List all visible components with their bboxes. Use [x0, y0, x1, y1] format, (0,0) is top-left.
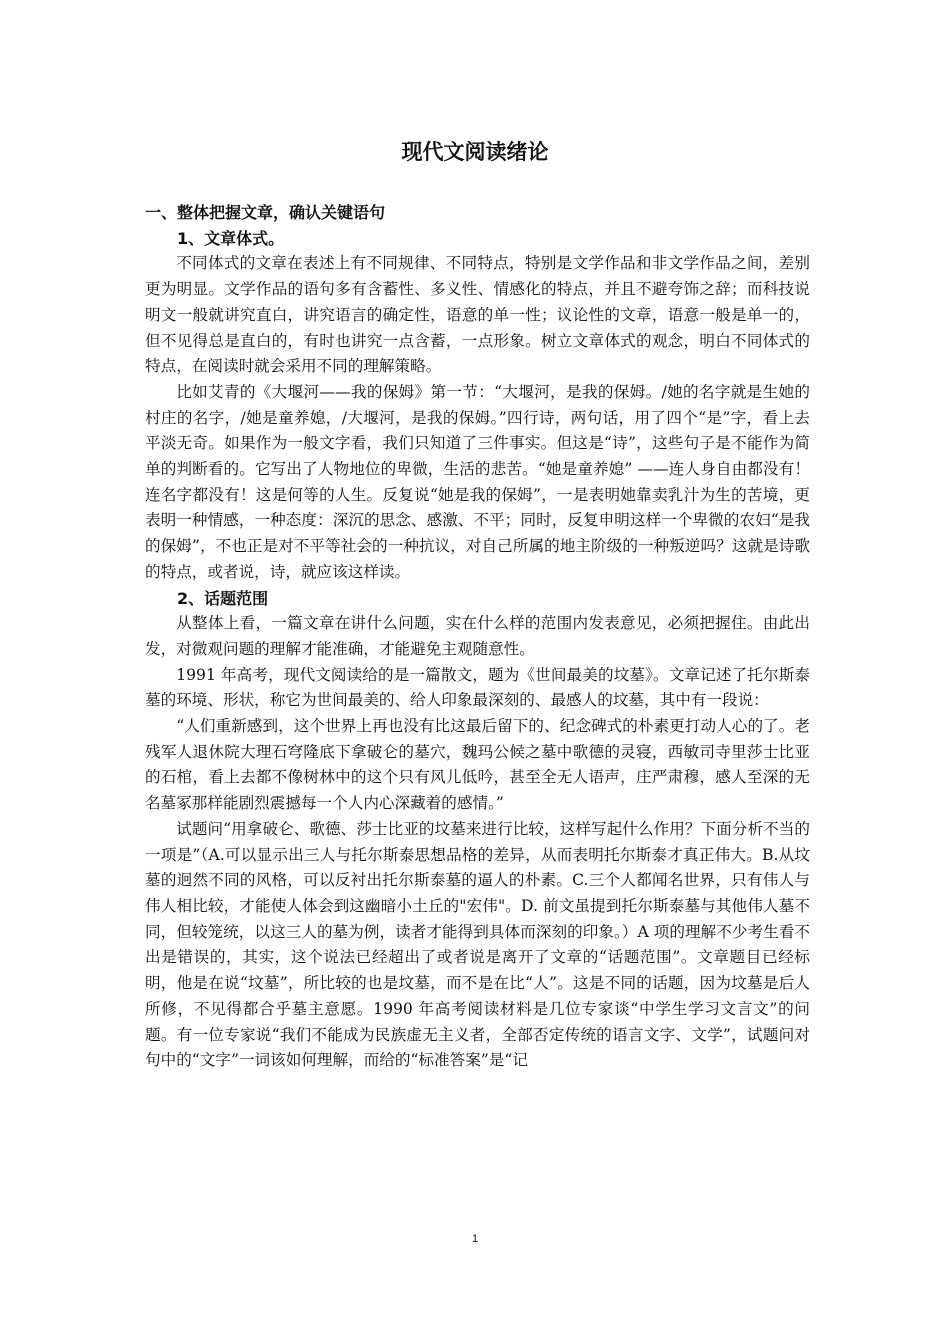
document-title: 现代文阅读绪论	[401, 140, 549, 164]
paragraph: 试题问“用拿破仑、歌德、莎士比亚的坟墓来进行比较，这样写起什么作用？下面分析不当的一项是”（A.可以显示出三人与托尔斯泰思想品格的差异，从而表明托尔斯泰才真正伟大。B.从坟墓的迥然不同的风格，可以反衬出托尔斯泰墓的逼人的朴素。C.三个人都闻名世界，只有伟人与伟人相比较，才能使人体会到这幽暗小土丘的"宏伟"。D. 前文虽提到托尔斯泰墓与其他伟人墓不同，但较笼统，以这三人的墓为例，读者才能得到具体而深刻的印象。）A 项的理解不少考生看不出是错误的，其实，这个说法已经超出了或者说是离开了文章的“话题范围”。文章题目已经标明，他是在说“坟墓”，所比较的也是坟墓，而不是在比“人”。这是不同的话题，因为坟墓是后人所修，不见得都合乎墓主意愿。1990 年高考阅读材料是几位专家谈“中学生学习文言文”的问题。有一位专家说“我们不能成为民族虚无主义者，全部否定传统的语言文字、文学”，试题问对句中的“文字”一词该如何理解，而给的“标准答案”是“记	[145, 819, 810, 1070]
section-heading: 一、整体把握文章，确认关键语句	[145, 203, 386, 222]
paragraph: 从整体上看，一篇文章在讲什么问题，实在什么样的范围内发表意见，必须把握住。由此出发，对微观问题的理解才能准确，才能避免主观随意性。	[145, 614, 810, 658]
subsection-heading-topic-scope: 2、话题范围	[177, 588, 269, 608]
subsection-heading-genre: 1、文章体式。	[177, 228, 285, 248]
paragraph: 比如艾青的《大堰河——我的保姆》第一节：“大堰河，是我的保姆。/她的名字就是生她的村庄的名字，/她是童养媳，/大堰河，是我的保姆。”四行诗，两句话，用了四个“是”字，看上去平淡无奇。如果作为一般文字看，我们只知道了三件事实。但这是“诗”，这些句子是不能作为简单的判断看的。它写出了人物地位的卑微，生活的悲苦。“她是童养媳” ——连人身自由都没有！连名字都没有！这是何等的人生。反复说“她是我的保姆”，一是表明她靠卖乳汁为生的苦境，更表明一种情感，一种态度：深沉的思念、感激、不平；同时，反复申明这样一个卑微的农妇“是我的保姆”，不也正是对不平等社会的一种抗议，对自己所属的地主阶级的一种叛逆吗？这就是诗歌的特点，或者说，诗，就应该这样读。	[145, 382, 810, 581]
page-number: 1	[471, 1233, 479, 1245]
document-body	[145, 200, 810, 1074]
paragraph: 不同体式的文章在表述上有不同规律、不同特点，特别是文学作品和非文学作品之间，差别更为明显。文学作品的语句多有含蓄性、多义性、情感化的特点，并且不避夸饰之辞；而科技说明文一般就讲究直白，讲究语言的确定性，语意的单一性；议论性的文章，语意一般是单一的，但不见得总是直白的，有时也讲究一点含蓄，一点形象。树立文章体式的观念，明白不同体式的特点，在阅读时就会采用不同的理解策略。	[145, 254, 810, 376]
paragraph: 1991 年高考，现代文阅读给的是一篇散文，题为《世间最美的坟墓》。文章记述了托尔斯泰墓的环境、形状，称它为世间最美的、给人印象最深刻的、最感人的坟墓，其中有一段说：	[145, 665, 810, 710]
quoted-paragraph: “人们重新感到，这个世界上再也没有比这最后留下的、纪念碑式的朴素更打动人心的了。老残军人退休院大理石穹隆底下拿破仑的墓穴，魏玛公候之墓中歌德的灵寝，西敏司寺里莎士比亚的石棺，看上去都不像树林中的这个只有风儿低吟，甚至全无人语声，庄严肃穆，感人至深的无名墓冢那样能剧烈震撼每一个人内心深藏着的感情。”	[145, 717, 810, 813]
